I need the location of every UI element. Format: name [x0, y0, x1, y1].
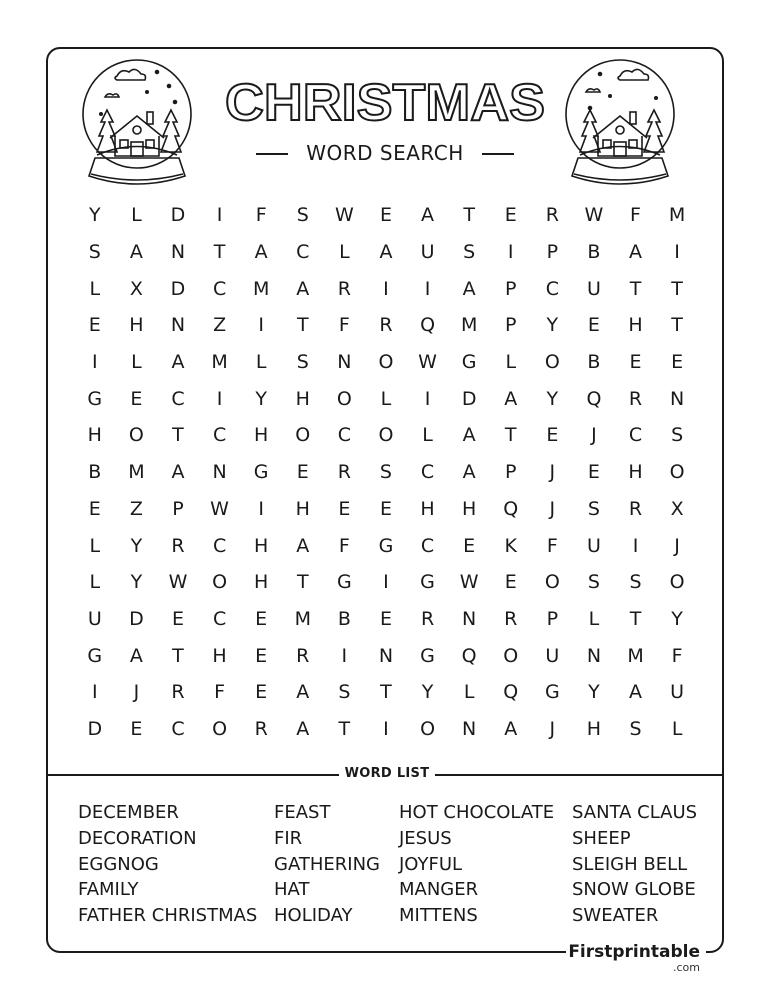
grid-cell: R — [420, 607, 435, 630]
grid-cell: M — [627, 644, 644, 667]
grid-cell: N — [212, 461, 227, 484]
grid-cell: Y — [546, 314, 559, 337]
grid-cell: N — [462, 607, 477, 630]
grid-cell: E — [130, 717, 143, 740]
grid-cell: Y — [588, 681, 600, 704]
grid-cell: H — [628, 461, 643, 484]
word-list-item: SANTA CLAUS — [572, 802, 698, 823]
grid-cell: T — [213, 241, 226, 264]
grid-cell: I — [383, 277, 389, 300]
grid-cell: R — [171, 681, 185, 704]
grid-cell: A — [629, 681, 643, 704]
grid-cell: A — [296, 681, 310, 704]
grid-cell: A — [462, 461, 476, 484]
grid-cell: H — [295, 497, 310, 520]
grid-cell: N — [462, 717, 477, 740]
grid-cell: P — [172, 497, 184, 520]
grid-cell: D — [170, 204, 186, 227]
grid-cell: E — [379, 497, 392, 520]
grid-row — [74, 491, 698, 528]
grid-cell: R — [296, 644, 310, 667]
grid-cell: L — [463, 681, 475, 704]
grid-cell: W — [168, 571, 188, 594]
grid-cell: T — [463, 204, 475, 227]
grid-cell: C — [171, 717, 185, 740]
page-title — [210, 70, 560, 132]
word-list-item: EGGNOG — [78, 853, 159, 875]
grid-cell: R — [628, 497, 643, 520]
grid-cell: O — [420, 717, 436, 740]
grid-cell: T — [380, 681, 392, 704]
word-list-item: FIR — [274, 827, 303, 849]
grid-cell: E — [463, 534, 476, 557]
grid-cell: A — [504, 717, 518, 740]
grid-cell: Y — [421, 681, 434, 704]
grid-cell: W — [334, 204, 354, 227]
brand-logo — [566, 942, 706, 974]
grid-cell: C — [420, 534, 435, 557]
grid-cell: G — [420, 644, 435, 667]
grid-cell: T — [504, 424, 517, 447]
grid-cell: F — [338, 314, 350, 337]
grid-cell: H — [129, 314, 144, 337]
grid-cell: I — [674, 241, 680, 264]
grid-cell: I — [91, 681, 98, 704]
grid-cell: T — [172, 644, 184, 667]
grid-cell: R — [545, 204, 559, 227]
grid-cell: I — [383, 717, 389, 740]
grid-cell: L — [505, 351, 517, 374]
grid-cell: H — [87, 424, 102, 447]
grid-cell: C — [337, 424, 351, 447]
word-list-column — [399, 800, 554, 929]
grid-cell: E — [255, 681, 268, 704]
grid-cell: Y — [255, 387, 267, 410]
grid-cell: O — [336, 387, 352, 410]
grid-cell: O — [544, 351, 560, 374]
grid-cell: C — [212, 424, 227, 447]
grid-cell: J — [133, 681, 140, 704]
grid-cell: W — [210, 497, 229, 520]
grid-cell: T — [172, 424, 184, 447]
grid-cell: R — [504, 607, 518, 630]
grid-cell: Z — [129, 497, 143, 520]
grid-cell: F — [338, 534, 350, 557]
grid-cell: F — [671, 644, 683, 667]
grid-cell: C — [545, 277, 559, 300]
grid-cell: I — [216, 204, 223, 227]
grid-cell: E — [587, 314, 600, 337]
grid-cell: P — [505, 314, 517, 337]
grid-cell: O — [669, 571, 685, 594]
word-list — [0, 800, 773, 930]
grid-cell: T — [671, 277, 683, 300]
grid-cell: T — [296, 571, 309, 594]
grid-cell: E — [130, 387, 143, 410]
word-list-item: JOYFUL — [399, 853, 463, 875]
grid-cell: O — [669, 461, 685, 484]
grid-cell: I — [424, 387, 431, 410]
grid-cell: H — [461, 497, 477, 520]
grid-cell: Y — [130, 534, 143, 557]
grid-cell: H — [420, 497, 435, 520]
grid-cell: W — [584, 204, 604, 227]
grid-cell: L — [131, 204, 142, 227]
grid-row — [74, 674, 698, 711]
grid-cell: S — [88, 241, 101, 264]
grid-row — [74, 711, 698, 748]
grid-cell: U — [420, 241, 435, 264]
grid-cell: Y — [88, 204, 101, 227]
grid-cell: P — [505, 461, 517, 484]
grid-row — [74, 234, 698, 271]
grid-cell: S — [296, 351, 309, 374]
grid-cell: Y — [130, 571, 143, 594]
grid-cell: S — [463, 241, 476, 264]
grid-cell: C — [628, 424, 643, 447]
grid-cell: B — [587, 351, 601, 374]
grid-cell: E — [379, 607, 392, 630]
grid-cell: E — [671, 351, 684, 374]
grid-cell: A — [296, 717, 310, 740]
grid-cell: U — [670, 681, 685, 704]
grid-cell: O — [503, 644, 519, 667]
word-list-item: GATHERING — [274, 853, 380, 875]
grid-row — [74, 270, 698, 307]
grid-cell: O — [212, 717, 228, 740]
grid-row — [74, 380, 698, 417]
grid-cell: R — [171, 534, 185, 557]
grid-cell: D — [461, 387, 477, 410]
grid-cell: J — [674, 534, 680, 557]
grid-cell: H — [628, 314, 643, 337]
grid-cell: O — [378, 351, 394, 374]
grid-cell: N — [670, 387, 685, 410]
grid-cell: L — [671, 717, 683, 740]
grid-cell: T — [629, 277, 642, 300]
grid-cell: C — [212, 607, 227, 630]
grid-cell: G — [544, 681, 560, 704]
grid-cell: A — [129, 241, 143, 264]
grid-cell: S — [296, 204, 309, 227]
grid-cell: U — [87, 607, 102, 630]
grid-cell: N — [170, 241, 186, 264]
word-list-item: MITTENS — [399, 905, 478, 927]
grid-cell: E — [629, 351, 642, 374]
grid-cell: R — [254, 717, 268, 740]
grid-cell: Z — [213, 314, 227, 337]
grid-cell: M — [460, 314, 478, 337]
grid-cell: T — [338, 717, 351, 740]
grid-cell: C — [420, 461, 435, 484]
grid-cell: E — [546, 424, 559, 447]
grid-cell: A — [296, 534, 310, 557]
grid-row — [74, 197, 698, 234]
grid-cell: H — [295, 387, 310, 410]
grid-cell: I — [507, 241, 514, 264]
grid-cell: M — [252, 277, 270, 300]
grid-cell: A — [129, 644, 143, 667]
grid-cell: B — [587, 241, 601, 264]
grid-cell: U — [545, 644, 560, 667]
grid-cell: Q — [461, 644, 477, 667]
grid-row — [74, 564, 698, 601]
grid-cell: P — [505, 277, 517, 300]
word-list-item: HOLIDAY — [274, 905, 353, 927]
grid-cell: I — [424, 277, 431, 300]
grid-cell: N — [170, 314, 186, 337]
grid-row — [74, 637, 698, 674]
grid-cell: S — [671, 424, 684, 447]
word-search-grid — [74, 197, 698, 747]
grid-row — [74, 344, 698, 381]
word-list-item: DECORATION — [78, 827, 197, 849]
grid-cell: C — [296, 241, 310, 264]
grid-cell: U — [586, 534, 601, 557]
grid-row — [74, 307, 698, 344]
grid-cell: C — [171, 387, 185, 410]
grid-cell: L — [131, 351, 142, 374]
snow-globe-house-icon — [560, 52, 680, 202]
word-list-item: DECEMBER — [78, 802, 179, 823]
grid-cell: H — [254, 424, 269, 447]
grid-cell: W — [459, 571, 479, 594]
word-list-item: SHEEP — [572, 827, 631, 849]
grid-cell: W — [418, 351, 437, 374]
grid-cell: A — [504, 387, 518, 410]
grid-cell: P — [546, 607, 559, 630]
grid-cell: E — [379, 204, 392, 227]
grid-cell: M — [668, 204, 686, 227]
word-list-item: SNOW GLOBE — [572, 879, 696, 901]
grid-cell: L — [89, 277, 101, 300]
grid-cell: T — [629, 607, 642, 630]
grid-cell: S — [629, 717, 642, 740]
grid-cell: H — [212, 644, 227, 667]
grid-cell: S — [379, 461, 392, 484]
word-list-column — [572, 800, 697, 929]
grid-cell: T — [296, 314, 309, 337]
grid-cell: L — [89, 534, 101, 557]
word-list-item: FEAST — [274, 802, 331, 823]
grid-cell: A — [296, 277, 310, 300]
grid-cell: J — [549, 497, 556, 520]
grid-cell: A — [462, 277, 476, 300]
word-list-item: HAT — [274, 879, 310, 901]
grid-cell: C — [212, 534, 227, 557]
grid-cell: X — [129, 277, 143, 300]
grid-cell: K — [504, 534, 517, 557]
grid-cell: G — [87, 644, 103, 667]
grid-cell: F — [214, 681, 226, 704]
word-list-item: SWEATER — [572, 905, 659, 927]
grid-cell: O — [128, 424, 144, 447]
grid-cell: G — [378, 534, 394, 557]
grid-cell: I — [258, 314, 264, 337]
grid-cell: O — [378, 424, 394, 447]
grid-row — [74, 527, 698, 564]
word-list-item: SLEIGH BELL — [572, 853, 688, 875]
title-text: CHRISTMAS — [225, 74, 545, 132]
grid-cell: A — [421, 204, 435, 227]
grid-cell: C — [212, 277, 227, 300]
grid-cell: M — [294, 607, 311, 630]
grid-cell: B — [337, 607, 351, 630]
grid-cell: E — [171, 607, 184, 630]
grid-cell: E — [255, 607, 268, 630]
grid-cell: S — [629, 571, 642, 594]
grid-cell: Q — [586, 387, 602, 410]
word-list-item: MANGER — [399, 879, 479, 901]
grid-cell: Y — [546, 387, 559, 410]
brand-name: Firstprintable — [568, 942, 700, 962]
grid-cell: L — [588, 607, 600, 630]
grid-cell: L — [89, 571, 101, 594]
grid-cell: L — [255, 351, 267, 374]
grid-cell: G — [87, 387, 103, 410]
grid-cell: E — [504, 204, 517, 227]
grid-cell: J — [549, 461, 556, 484]
grid-cell: E — [296, 461, 309, 484]
grid-cell: B — [88, 461, 102, 484]
grid-cell: N — [378, 644, 394, 667]
grid-cell: I — [632, 534, 639, 557]
grid-cell: O — [544, 571, 560, 594]
grid-cell: A — [171, 461, 185, 484]
grid-cell: A — [462, 424, 476, 447]
word-list-column — [78, 800, 257, 929]
grid-cell: L — [380, 387, 392, 410]
grid-cell: S — [587, 497, 600, 520]
grid-cell: E — [88, 314, 101, 337]
grid-row — [74, 454, 698, 491]
word-list-item: FATHER CHRISTMAS — [78, 905, 258, 927]
grid-cell: I — [216, 387, 223, 410]
grid-cell: R — [628, 387, 643, 410]
word-list-item: FAMILY — [78, 879, 139, 901]
grid-cell: H — [254, 571, 269, 594]
grid-cell: E — [338, 497, 351, 520]
grid-cell: O — [212, 571, 228, 594]
grid-row — [74, 601, 698, 638]
grid-cell: N — [337, 351, 352, 374]
grid-cell: A — [254, 241, 268, 264]
grid-cell: G — [253, 461, 269, 484]
grid-cell: G — [336, 571, 352, 594]
grid-cell: N — [586, 644, 602, 667]
grid-cell: Q — [420, 314, 436, 337]
grid-cell: I — [91, 351, 98, 374]
grid-cell: F — [546, 534, 558, 557]
grid-cell: D — [170, 277, 186, 300]
grid-cell: G — [461, 351, 477, 374]
grid-cell: A — [629, 241, 643, 264]
grid-cell: F — [255, 204, 267, 227]
grid-cell: A — [379, 241, 393, 264]
grid-cell: M — [211, 351, 228, 374]
grid-cell: I — [341, 644, 348, 667]
grid-cell: M — [128, 461, 145, 484]
word-list-item: HOT CHOCOLATE — [399, 802, 555, 823]
word-list-column — [274, 800, 380, 929]
word-list-label: WORD LIST — [339, 765, 435, 783]
grid-cell: E — [504, 571, 517, 594]
grid-cell: A — [171, 351, 185, 374]
grid-cell: I — [258, 497, 264, 520]
grid-cell: Q — [503, 681, 519, 704]
grid-cell: H — [254, 534, 269, 557]
grid-cell: H — [586, 717, 602, 740]
grid-cell: O — [295, 424, 311, 447]
grid-cell: R — [379, 314, 393, 337]
grid-cell: T — [671, 314, 683, 337]
grid-cell: I — [383, 571, 389, 594]
grid-cell: D — [87, 717, 103, 740]
grid-cell: D — [129, 607, 144, 630]
grid-cell: S — [587, 571, 600, 594]
grid-cell: S — [338, 681, 351, 704]
grid-cell: U — [586, 277, 601, 300]
grid-cell: Y — [671, 607, 683, 630]
grid-cell: E — [88, 497, 101, 520]
grid-cell: L — [339, 241, 350, 264]
grid-row — [74, 417, 698, 454]
grid-cell: R — [337, 277, 351, 300]
grid-cell: G — [420, 571, 435, 594]
grid-cell: P — [546, 241, 559, 264]
grid-cell: R — [337, 461, 351, 484]
snow-globe-house-icon — [77, 52, 197, 202]
grid-cell: X — [670, 497, 684, 520]
grid-cell: J — [549, 717, 556, 740]
grid-cell: Q — [503, 497, 519, 520]
grid-cell: E — [255, 644, 268, 667]
brand-domain: .com — [673, 961, 700, 974]
word-list-item: JESUS — [399, 827, 452, 849]
grid-cell: J — [591, 424, 597, 447]
grid-cell: F — [630, 204, 641, 227]
page-subtitle: WORD SEARCH — [250, 140, 520, 166]
grid-cell: L — [422, 424, 433, 447]
grid-cell: E — [587, 461, 600, 484]
